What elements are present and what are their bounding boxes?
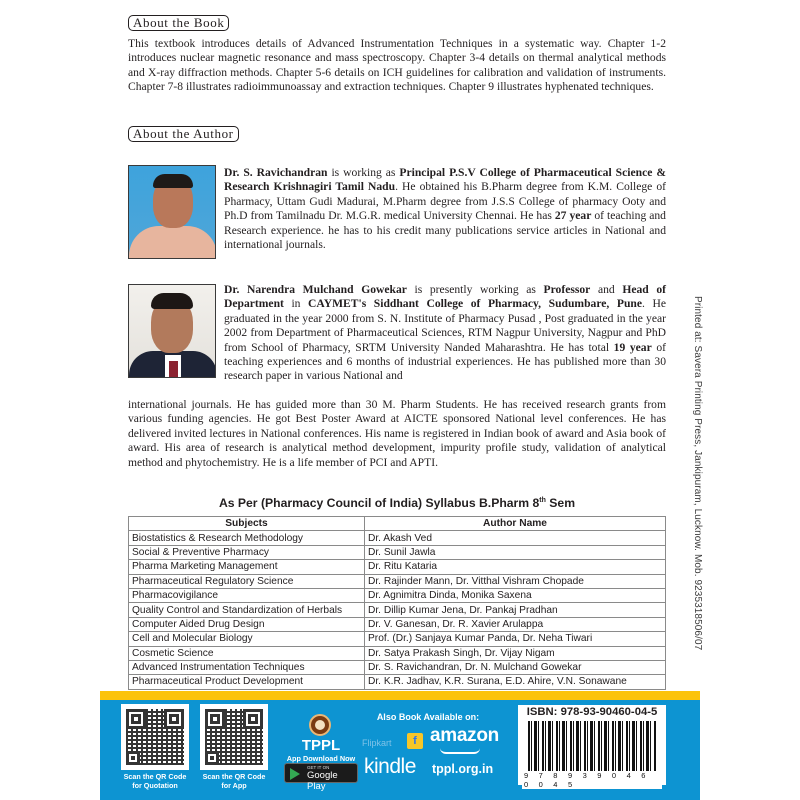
table-row: Cosmetic Science Dr. Satya Prakash Singh, Dr. Vijay Nigam — [129, 646, 666, 660]
yellow-band — [100, 691, 700, 700]
author1-name: Dr. S. Ravichandran — [224, 166, 328, 179]
author1-bio: Dr. S. Ravichandran is working as Principal P.S.V College of Pharmaceutical Science & Research Krishnagiri Tamil Nadu. He obtained his B.Pharm degree from K.M. College of Pharmacy, Uttam Gudi Madurai, M.Pharm degree from J.S.S College of pharmacy Ooty and Ph.D from Tamilnadu Dr. M.G.R. medical University Chennai. He has 27 year of teaching and Research experience. he has to his credit many publications service articles in National and international journals. — [224, 166, 666, 252]
author2-college: CAYMET's Siddhant College of Pharmacy, Sudumbare, Pune — [308, 297, 642, 311]
about-author-heading: About the Author — [128, 126, 239, 142]
book-back-cover — [100, 0, 703, 800]
kindle-logo[interactable]: kindle — [364, 755, 416, 778]
syllabus-title: As Per (Pharmacy Council of India) Syllabus B.Pharm 8th Sem — [218, 496, 576, 510]
author1-position: Principal P.S.V College of Pharmaceutical Science & Research Krishnagiri Tamil Nadu — [224, 166, 666, 194]
table-row: Advanced Instrumentation Techniques Dr. S. Ravichandran, Dr. N. Mulchand Gowekar — [129, 660, 666, 674]
table-row: Quality Control and Standardization of Herbals Dr. Dillip Kumar Jena, Dr. Pankaj Pradhan — [129, 603, 666, 617]
play-store-icon — [290, 768, 300, 780]
author2-experience: 19 year — [613, 340, 652, 354]
about-book-text: This textbook introduces details of Advanced Instrumentation Techniques in a systematic way. Chapter 1-2 introduces nuclear magnetic resonance and mass spectroscopy. Chapter 3-4 details on thermal analytical methods and X-ray diffraction methods. Chapter 5-6 details on ICH guidelines for calibration and validation of instruments. Chapter 7-8 illustrates radioimmunoassay and extraction techniques. Chapter 9 illustrates hyphenated techniques. — [128, 37, 666, 94]
table-row: Computer Aided Drug Design Dr. V. Ganesan, Dr. R. Xavier Arulappa — [129, 617, 666, 631]
table-row: Social & Preventive Pharmacy Dr. Sunil Jawla — [129, 545, 666, 559]
author1-experience: 27 year — [554, 209, 592, 223]
tie-shape — [169, 361, 178, 378]
table-row: Pharmacovigilance Dr. Agnimitra Dinda, Monika Saxena — [129, 588, 666, 602]
tppl-app-download: App Download Now — [286, 754, 356, 763]
about-book-heading: About the Book — [128, 15, 229, 31]
qr-icon — [205, 709, 263, 765]
website-link[interactable]: tppl.org.in — [432, 762, 494, 776]
table-row: Cell and Molecular Biology Prof. (Dr.) Sanjaya Kumar Panda, Dr. Neha Tiwari — [129, 632, 666, 646]
isbn-barcode-box — [518, 705, 666, 789]
column-header-author: Author Name — [365, 517, 666, 531]
hair-shape — [151, 293, 193, 309]
syllabus-table — [128, 516, 666, 690]
isbn-number: ISBN: 978-93-90460-04-5 — [526, 706, 658, 718]
qr-code-quotation[interactable] — [121, 704, 189, 770]
qr-code-app[interactable] — [200, 704, 268, 770]
table-header-row — [129, 517, 666, 531]
barcode-digits: 9 7 8 9 3 9 0 4 6 0 0 4 5 — [522, 771, 662, 789]
table-row: Pharmaceutical Regulatory Science Dr. Rajinder Mann, Dr. Vitthal Vishram Chopade — [129, 574, 666, 588]
printer-info: Printed at: Savera Printing Press, Jankipuram, Lucknow. Mob. 9235318506/07 — [692, 296, 703, 651]
hair-shape — [153, 174, 193, 188]
tppl-name: TPPL — [301, 737, 341, 754]
amazon-logo[interactable]: amazon — [430, 725, 499, 746]
author2-bio: Dr. Narendra Mulchand Gowekar is presently working as Professor and Head of Department in CAYMET's Siddhant College of Pharmacy, Sudumbare, Pune. He graduated in the year 2000 from S. N. Institute of Pharmacy Pusad , Post graduated in the year 2002 from Department of Pharmaceutical Sciences, RTM Nagpur University, Nagpur and PhD from School of Pharmacy, SRTM University Nanded Maharashtra. He has total 19 year of teaching experiences and 6 months of industrial experiences. He has published more than 30 research paper in various National and — [224, 283, 666, 383]
author2-bio-continued: international journals. He has guided more than 30 M. Pharm Students. He has received research grants from various funding agencies. He got Best Poster Award at AICTE sponsored National level conferences. He has delivered invited lectures in National conferences. His name is registered in Indian book of award and Asia book of award. His area of research is analytical method development, impurity profile study, validation of analytical method and phytochemistry. He is a life member of PCI and APTI. — [128, 398, 666, 469]
qr2-caption: Scan the QR Code for App — [202, 772, 266, 790]
qr-icon — [126, 709, 184, 765]
flipkart-logo[interactable]: Flipkart — [362, 738, 392, 748]
table-row: Biostatistics & Research Methodology Dr. Akash Ved — [129, 531, 666, 545]
table-row: Pharma Marketing Management Dr. Ritu Kataria — [129, 560, 666, 574]
shirt-shape — [129, 226, 216, 259]
flipkart-icon: f — [407, 733, 423, 749]
author1-photo — [128, 165, 216, 259]
tppl-logo-icon — [309, 714, 331, 736]
author2-photo — [128, 284, 216, 378]
qr1-caption: Scan the QR Code for Quotation — [123, 772, 187, 790]
author2-name: Dr. Narendra Mulchand Gowekar — [224, 283, 407, 296]
table-row: Pharmaceutical Product Development Dr. K.R. Jadhav, K.R. Surana, E.D. Ahire, V.N. Sonawane — [129, 675, 666, 689]
amazon-smile-icon — [440, 748, 480, 754]
also-available-label: Also Book Available on: — [376, 712, 480, 722]
barcode-icon — [528, 721, 656, 773]
google-play-badge[interactable]: GET IT ON Google Play — [284, 763, 358, 783]
column-header-subjects: Subjects — [129, 517, 365, 531]
